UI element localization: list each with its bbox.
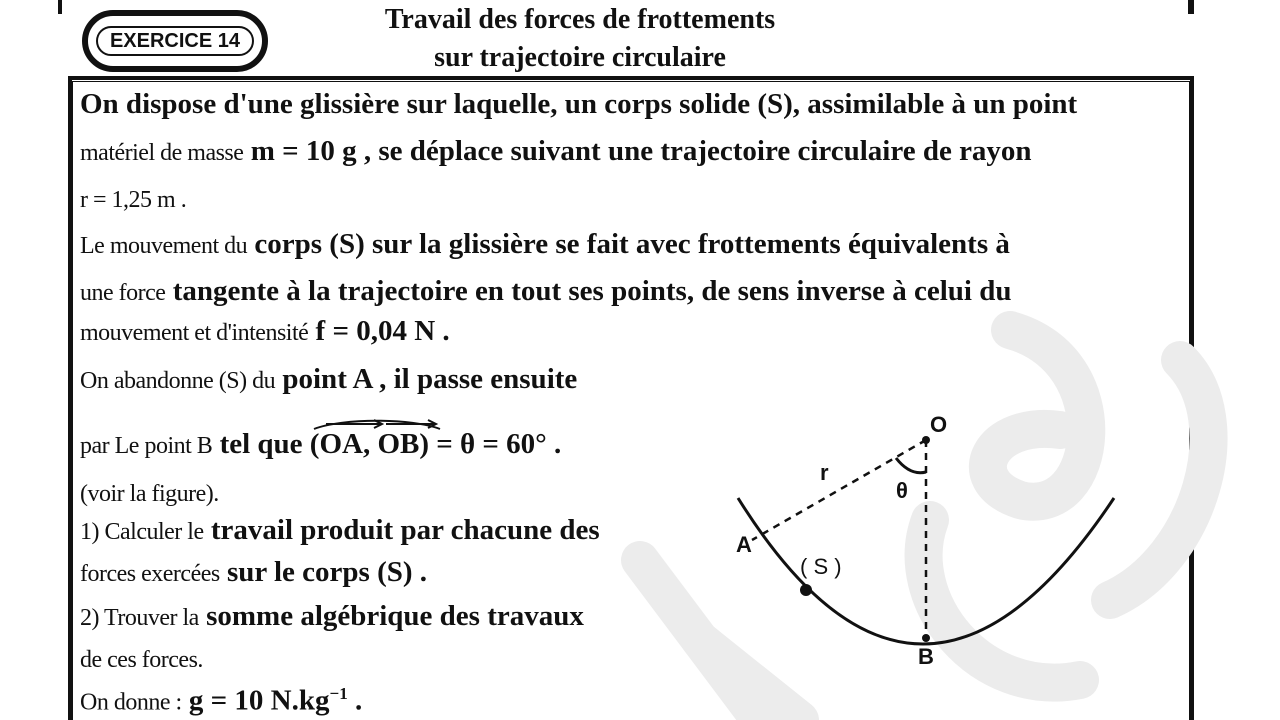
text-p2-l2-pre: une force <box>80 280 166 306</box>
trajectory-diagram <box>720 400 1140 680</box>
text-q2-l2: de ces forces. <box>80 647 203 673</box>
vector-angle-expression <box>310 428 429 461</box>
text-p1-l2-pre: matériel de masse <box>80 140 244 166</box>
text-given-exp: −1 <box>329 684 348 703</box>
text-line <box>80 135 1032 168</box>
text-q2-l1-pre: 2) Trouver la <box>80 605 199 631</box>
text-p2-l1-rest: corps (S) sur la glissière se fait avec frottements équivalents à <box>247 228 1010 260</box>
text-p2-l3-rest: f = 0,04 N . <box>308 315 450 347</box>
text-line <box>80 600 584 633</box>
text-line <box>80 363 577 396</box>
text-q1-l2-pre: forces exercées <box>80 561 220 587</box>
text-line <box>80 642 203 675</box>
text-q1-l1-pre: 1) Calculer le <box>80 519 204 545</box>
text-q1-l2-rest: sur le corps (S) . <box>219 556 428 588</box>
text-p2-l1-pre: Le mouvement du <box>80 233 248 259</box>
text-line <box>80 476 219 509</box>
text-line <box>80 428 561 461</box>
text-line <box>80 88 1077 121</box>
theta-arc <box>896 458 926 473</box>
text-p3-l2-rest: = θ = 60° . <box>429 428 562 460</box>
exercise-badge <box>82 10 268 72</box>
text-p1-l1: On dispose d'une glissière sur laquelle, un corps solide (S), assimilable à un point <box>80 88 1078 120</box>
text-line <box>80 684 362 718</box>
text-given-end: . <box>347 684 363 717</box>
trajectory-figure <box>720 400 1140 680</box>
label-S: ( S ) <box>800 554 842 579</box>
page-edge-mark-right <box>1188 0 1194 14</box>
exercise-title <box>300 0 860 78</box>
text-p1-l2-rest: m = 10 g , se déplace suivant une trajectoire circulaire de rayon <box>243 135 1032 167</box>
angle-overarc <box>312 416 442 430</box>
point-S <box>800 584 812 596</box>
text-p2-l2-rest: tangente à la trajectoire en tout ses points, de sens inverse à celui du <box>165 275 1012 307</box>
text-p1-l3: r = 1,25 m . <box>80 187 187 213</box>
label-O: O <box>930 412 948 437</box>
text-q2-l1-rest: somme algébrique des travaux <box>198 600 584 632</box>
page-edge-mark-left <box>58 0 62 14</box>
text-line <box>80 228 1010 261</box>
label-r: r <box>820 460 829 485</box>
text-line <box>80 275 1011 308</box>
text-p3-l2-pre: par Le point B <box>80 433 213 459</box>
label-theta: θ <box>896 478 908 503</box>
point-O <box>922 436 930 444</box>
text-p3-l3: (voir la figure). <box>80 481 219 507</box>
text-p3-l1-pre: On abandonne (S) du <box>80 368 276 394</box>
label-B: B <box>918 644 934 669</box>
text-given-pre: On donne : <box>80 689 182 716</box>
text-q1-l1-rest: travail produit par chacune des <box>203 514 600 546</box>
text-p2-l3-pre: mouvement et d'intensité <box>80 320 309 346</box>
vector-angle-text: (OA, OB) <box>309 428 429 460</box>
text-p3-l2-mid: tel que <box>212 428 310 460</box>
text-line <box>80 556 427 589</box>
title-line-1: Travail des forces de frottements <box>384 4 776 35</box>
text-line <box>80 315 450 348</box>
text-given-rest: g = 10 N.kg <box>181 684 330 717</box>
label-A: A <box>736 532 752 557</box>
text-line <box>80 514 600 547</box>
point-B <box>922 634 930 642</box>
text-line <box>80 182 186 215</box>
title-line-2: sur trajectoire circulaire <box>434 42 726 73</box>
text-p3-l1-rest: point A , il passe ensuite <box>275 363 578 395</box>
exercise-label: EXERCICE 14 <box>96 26 254 56</box>
